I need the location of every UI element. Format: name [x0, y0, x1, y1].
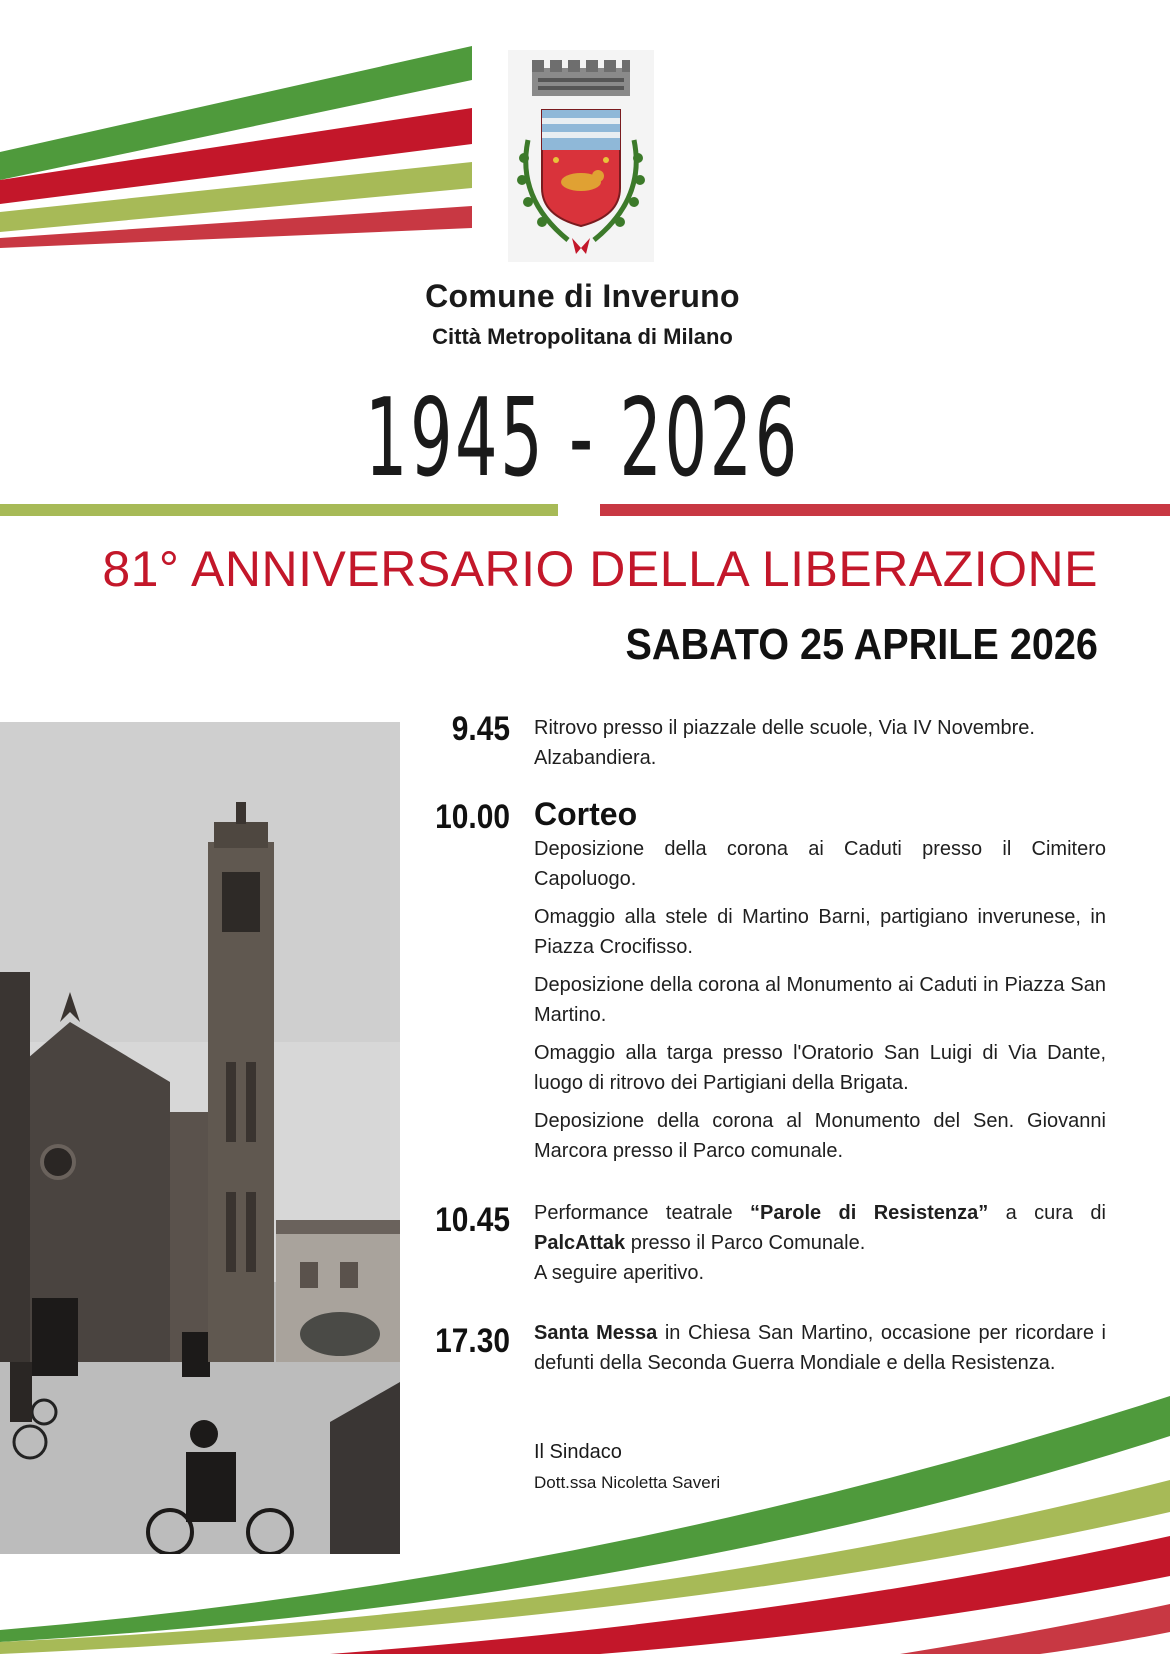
tricolor-ribbons-bottom: [0, 1380, 1170, 1654]
years-heading: 1945 - 2026: [364, 376, 800, 501]
divider-red: [600, 504, 1170, 516]
program-paragraph: Omaggio alla targa presso l'Oratorio San Luigi di Via Dante, luogo di ritrovo dei Partigiani della Brigata.: [534, 1042, 1106, 1094]
program-item-0945: [534, 713, 1106, 773]
program-paragraph: Deposizione della corona ai Caduti presso il Cimitero Capoluogo.: [534, 838, 1106, 890]
coat-of-arms-logo: [498, 48, 664, 266]
time-1000: 10.00: [435, 798, 510, 836]
time-0945: 9.45: [451, 710, 510, 748]
program-paragraph: Omaggio alla stele di Martino Barni, partigiano inverunese, in Piazza Crocifisso.: [534, 906, 1106, 958]
signature-name: Dott.ssa Nicoletta Saveri: [534, 1473, 721, 1492]
signature-role: Il Sindaco: [534, 1441, 622, 1463]
program-line: Performance teatrale “Parole di Resistenza” a cura di PalcAttak presso il Parco Comunale.: [534, 1202, 1106, 1254]
corteo-title: Corteo: [534, 796, 638, 832]
anniversary-title: 81° ANNIVERSARIO DELLA LIBERAZIONE: [102, 541, 1098, 597]
time-1730: 17.30: [435, 1322, 510, 1360]
event-date: SABATO 25 APRILE 2026: [625, 620, 1098, 669]
program-line: Santa Messa in Chiesa San Martino, occasione per ricordare i defunti della Seconda Guerra Mondiale e della Resistenza.: [534, 1322, 1106, 1374]
province-name: Città Metropolitana di Milano: [432, 324, 733, 349]
municipality-name: Comune di Inveruno: [425, 278, 740, 314]
program-line: A seguire aperitivo.: [534, 1262, 705, 1284]
program-item-1730: [534, 1318, 1106, 1378]
program-line: Ritrovo presso il piazzale delle scuole, Via IV Novembre.: [534, 717, 1035, 739]
program-item-1000: [534, 794, 1106, 1174]
program-item-1045: [534, 1198, 1106, 1288]
program-paragraph: Deposizione della corona al Monumento ai Caduti in Piazza San Martino.: [534, 974, 1106, 1026]
divider-green: [0, 504, 558, 516]
tricolor-ribbons-top: [0, 40, 480, 250]
program-line: Alzabandiera.: [534, 747, 657, 769]
time-1045: 10.45: [435, 1201, 510, 1239]
program-paragraph: Deposizione della corona al Monumento del Sen. Giovanni Marcora presso il Parco comunale.: [534, 1110, 1106, 1162]
